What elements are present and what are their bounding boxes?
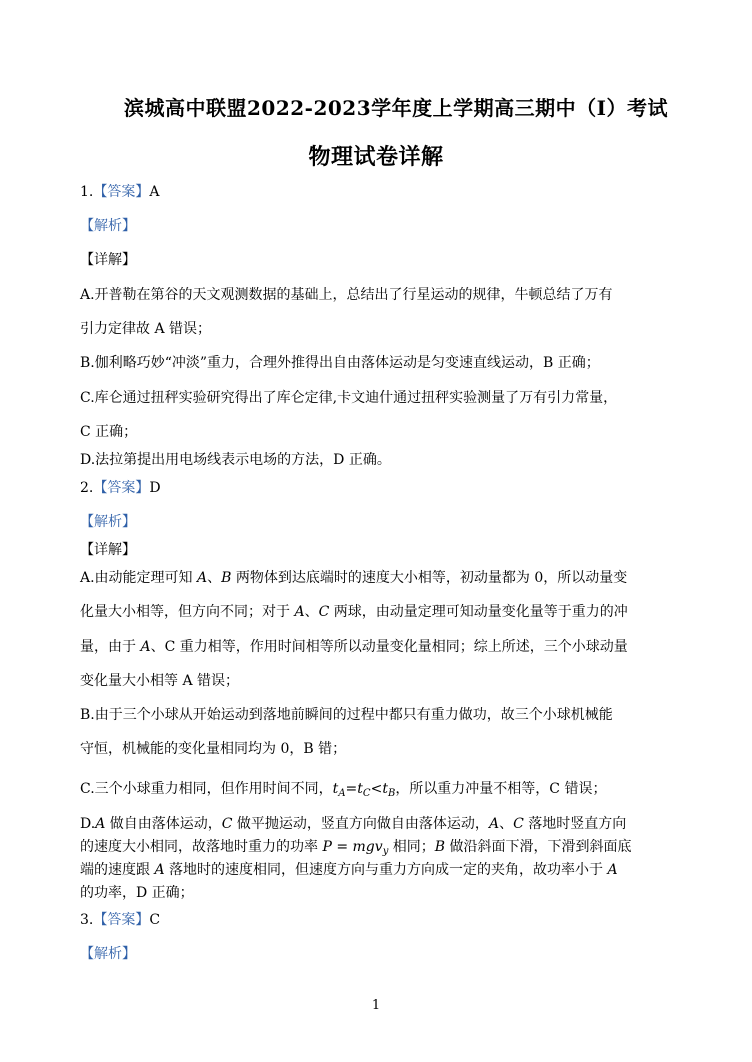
subscript-A: A [338, 788, 346, 799]
text-span: 、 [207, 570, 222, 586]
q1-answer-line [80, 183, 159, 201]
q2-c-line [80, 780, 606, 803]
symbol-A: A [294, 604, 305, 620]
q3-analysis-label: 【解析】 [80, 946, 136, 962]
q2-a-line-4: 变化量大小相等 A 错误； [80, 673, 240, 689]
text-span: 两球，由动量定理可知动量变化量等于重力的冲 [329, 604, 628, 620]
q1-answer: A [149, 184, 160, 200]
q2-a-line-3 [80, 638, 628, 656]
symbol-g: g [365, 839, 375, 855]
symbol-P: P [322, 839, 332, 855]
text-span: 化量大小相等，但方向不同；对于 [80, 604, 295, 620]
q1-line-1: A.开普勒在第谷的天文观测数据的基础上，总结出了行星运动的规律，牛顿总结了万有 [80, 287, 613, 303]
q2-b-line-1: B.由于三个小球从开始运动到落地前瞬间的过程中都只有重力做功，故三个小球机械能 [80, 707, 613, 723]
text-span: 做平抛运动，竖直方向做自由落体运动， [232, 816, 489, 832]
text-span: D. [80, 816, 96, 832]
text-span: 落地时竖直方向 [523, 816, 627, 832]
text-span: 落地时的速度相同，但速度方向与重力方向成一定的夹角，故功率小于 [164, 862, 608, 878]
q1-line-3: B.伽利略巧妙“冲淡”重力，合理外推得出自由落体运动是匀变速直线运动，B 正确； [80, 355, 600, 371]
equals-sign: = [345, 781, 358, 797]
answer-label: 【答案】 [93, 480, 150, 496]
q3-number: 3. [80, 912, 94, 928]
q1-analysis-label: 【解析】 [80, 218, 136, 234]
exam-subtitle: 物理试卷详解 [308, 144, 444, 170]
q2-answer-line [80, 479, 161, 497]
q1-line-6: D.法拉第提出用电场线表示电场的方法，D 正确。 [80, 452, 391, 468]
subscript-C: C [362, 788, 371, 799]
page-number: 1 [371, 998, 381, 1013]
q2-number: 2. [80, 480, 94, 496]
text-span: 做沿斜面下滑，下滑到斜面底 [445, 839, 632, 855]
q3-answer-line [80, 911, 160, 929]
subscript-y: y [382, 846, 389, 857]
symbol-B: B [434, 839, 446, 855]
symbol-v: v [374, 839, 383, 855]
q2-a-line-2 [80, 603, 628, 621]
q2-b-line-2: 守恒，机械能的变化量相同均为 0，B 错； [80, 741, 347, 757]
text-span: 、C 重力相等，作用时间相等所以动量变化量相同；综上所述，三个小球动量 [150, 639, 628, 655]
symbol-C: C [513, 816, 524, 832]
q2-d-line-3 [80, 861, 618, 879]
q2-a-line-1 [80, 569, 627, 587]
exam-title: 滨城高中联盟2022-2023学年度上学期高三期中（Ⅰ）考试 [124, 96, 668, 120]
text-span: 的速度大小相同，故落地时重力的功率 [80, 839, 323, 855]
text-span: 、 [304, 604, 319, 620]
symbol-A: A [140, 639, 151, 655]
q2-analysis-label: 【解析】 [80, 514, 136, 530]
less-than-sign: < [370, 781, 383, 797]
text-span: 相同； [388, 839, 435, 855]
q1-detail-label: 【详解】 [80, 252, 136, 268]
q2-detail-label: 【详解】 [80, 542, 136, 558]
symbol-A: A [95, 816, 106, 832]
q1-line-2: 引力定律故 A 错误； [80, 321, 212, 337]
equals-sign: = [331, 839, 353, 855]
text-span: ，所以重力冲量不相等，C 错误； [395, 781, 607, 797]
text-span: 两物体到达底端时的速度大小相等，初动量都为 0，所以动量变 [231, 570, 628, 586]
symbol-A: A [154, 862, 165, 878]
symbol-t: t [382, 781, 388, 797]
text-span: 、 [499, 816, 514, 832]
q2-answer: D [149, 480, 161, 496]
q1-number: 1. [80, 184, 94, 200]
q2-d-line-1 [80, 815, 626, 833]
symbol-C: C [318, 604, 330, 620]
q2-d-line-4: 的功率，D 正确； [80, 885, 194, 901]
q1-line-5: C 正确； [80, 424, 138, 440]
text-span: A.由动能定理可知 [80, 570, 198, 586]
q3-answer: C [149, 912, 161, 928]
answer-label: 【答案】 [93, 184, 150, 200]
subscript-B: B [387, 788, 396, 799]
text-span: 量，由于 [80, 639, 141, 655]
q1-line-4: C.库仑通过扭秤实验研究得出了库仑定律,卡文迪什通过扭秤实验测量了万有引力常量， [80, 390, 618, 406]
symbol-B: B [221, 570, 232, 586]
symbol-A: A [607, 862, 618, 878]
text-span: 做自由落体运动， [105, 816, 222, 832]
symbol-m: m [352, 839, 366, 855]
text-span: C.三个小球重力相同，但作用时间不同， [80, 781, 333, 797]
answer-label: 【答案】 [93, 912, 150, 928]
symbol-t: t [357, 781, 363, 797]
text-span: 端的速度跟 [80, 862, 155, 878]
symbol-A: A [197, 570, 208, 586]
q2-d-line-2 [80, 838, 632, 861]
symbol-A: A [488, 816, 500, 832]
symbol-C: C [221, 816, 233, 832]
symbol-t: t [332, 781, 339, 797]
